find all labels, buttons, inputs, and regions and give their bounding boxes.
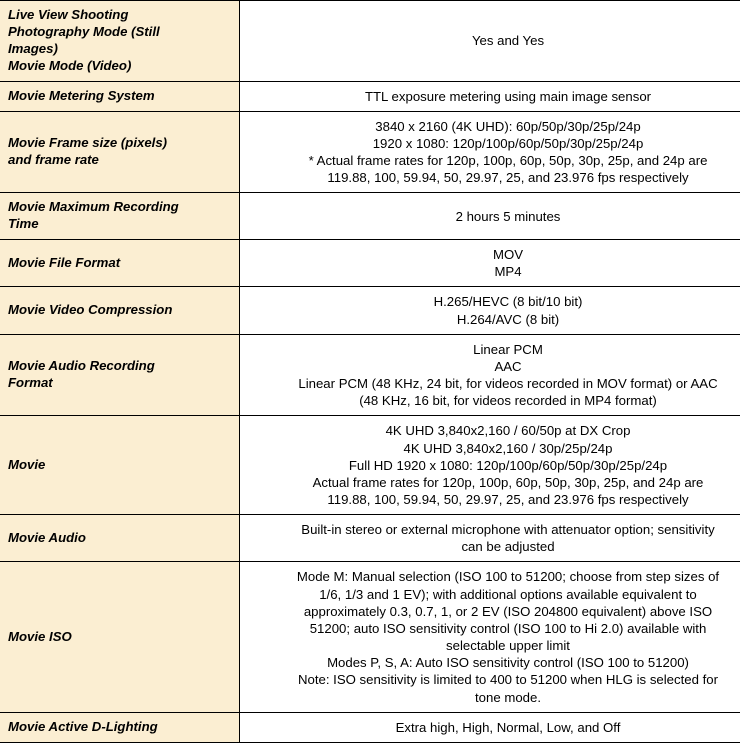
spec-value-line: 119.88, 100, 59.94, 50, 29.97, 25, and 23.976 fps respectively [327, 170, 689, 186]
spec-value-line: can be adjusted [461, 539, 555, 555]
table-row [0, 712, 740, 742]
spec-value-line: Linear PCM (48 KHz, 24 bit, for videos recorded in MOV format) or AAC [298, 376, 718, 392]
spec-value-line: Note: ISO sensitivity is limited to 400 to 51200 when HLG is selected for [297, 672, 718, 688]
spec-label-line: Images) [8, 40, 58, 56]
spec-value-line: 51200; auto ISO sensitivity control (ISO 100 to Hi 2.0) available with [309, 620, 707, 636]
spec-label-line: Movie ISO [8, 628, 72, 644]
spec-label-cell [0, 515, 240, 562]
spec-label-line: Movie Audio [8, 529, 86, 545]
spec-label-cell [0, 193, 240, 240]
spec-label-line: and frame rate [8, 152, 99, 168]
spec-label-line: Time [8, 216, 39, 232]
spec-label-line: Movie Audio Recording [8, 358, 155, 374]
table-row [0, 334, 740, 416]
spec-value-line: Modes P, S, A: Auto ISO sensitivity control (ISO 100 to 51200) [327, 655, 689, 671]
spec-value-line: AAC [494, 358, 522, 374]
spec-value-cell [240, 240, 740, 287]
spec-label-line: Movie Mode (Video) [8, 57, 132, 73]
spec-value-line: 4K UHD 3,840x2,160 / 30p/25p/24p [403, 440, 613, 456]
spec-value-line: Mode M: Manual selection (ISO 100 to 51200; choose from step sizes of [296, 569, 720, 585]
spec-value-line: 119.88, 100, 59.94, 50, 29.97, 25, and 23.976 fps respectively [327, 492, 689, 507]
table-row [0, 287, 740, 334]
table-row [0, 1, 740, 82]
spec-label-cell [0, 81, 240, 111]
spec-value-cell [240, 111, 740, 193]
spec-value-line: Actual frame rates for 120p, 100p, 60p, 50p, 30p, 25p, and 24p are [312, 474, 704, 490]
table-row [0, 416, 740, 515]
spec-label-cell [0, 287, 240, 334]
spec-value-cell [240, 334, 740, 416]
spec-label-cell [0, 712, 240, 742]
spec-value-line: TTL exposure metering using main image sensor [364, 88, 652, 104]
spec-label-line: Movie Active D-Lighting [8, 718, 158, 734]
spec-value-cell [240, 416, 740, 515]
spec-label-cell [0, 240, 240, 287]
spec-value-cell [240, 1, 740, 82]
spec-value-line: Extra high, High, Normal, Low, and Off [395, 719, 621, 735]
spec-value-line: approximately 0.3, 0.7, 1, or 2 EV (ISO 204800 equivalent) above ISO [303, 603, 713, 619]
spec-value-line: * Actual frame rates for 120p, 100p, 60p, 50p, 30p, 25p, and 24p are [308, 153, 708, 169]
spec-value-cell [240, 562, 740, 712]
specification-table-body [0, 1, 740, 743]
table-row [0, 111, 740, 193]
table-row [0, 515, 740, 562]
table-row [0, 240, 740, 287]
spec-value-cell [240, 287, 740, 334]
spec-value-line: 2 hours 5 minutes [455, 208, 561, 224]
spec-value-line: selectable upper limit [446, 638, 570, 654]
spec-value-line: 1920 x 1080: 120p/100p/60p/50p/30p/25p/24p [372, 135, 644, 151]
spec-value-line: MP4 [494, 264, 522, 280]
spec-label-cell [0, 562, 240, 712]
spec-label-cell [0, 111, 240, 193]
spec-value-line: 1/6, 1/3 and 1 EV); with additional options available equivalent to [319, 586, 697, 602]
spec-label-line: Movie Frame size (pixels) [8, 135, 168, 151]
spec-value-line: 4K UHD 3,840x2,160 / 60/50p at DX Crop [385, 423, 631, 439]
spec-label-line: Movie Video Compression [8, 302, 173, 318]
table-row [0, 193, 740, 240]
spec-value-cell [240, 81, 740, 111]
spec-label-line: Movie Metering System [8, 87, 155, 103]
spec-label-line: Movie File Format [8, 254, 121, 270]
table-row [0, 81, 740, 111]
spec-value-line: (48 KHz, 16 bit, for videos recorded in MP4 format) [359, 393, 657, 409]
spec-value-line: Full HD 1920 x 1080: 120p/100p/60p/50p/30p/25p/24p [348, 457, 668, 473]
spec-value-line: H.264/AVC (8 bit) [456, 311, 560, 327]
spec-label-line: Live View Shooting [8, 7, 129, 22]
spec-label-line: Format [8, 375, 53, 391]
spec-label-line: Movie Maximum Recording [8, 199, 179, 215]
spec-label-line: Movie [8, 456, 46, 472]
spec-value-line: Linear PCM [473, 341, 543, 357]
spec-value-line: H.265/HEVC (8 bit/10 bit) [433, 294, 583, 310]
spec-value-cell [240, 193, 740, 240]
spec-label-cell [0, 1, 240, 82]
spec-value-cell [240, 515, 740, 562]
spec-value-line: tone mode. [475, 689, 541, 705]
spec-label-cell [0, 416, 240, 515]
table-row [0, 562, 740, 712]
spec-value-cell [240, 712, 740, 742]
spec-value-line: MOV [492, 247, 524, 263]
spec-value-line: Built-in stereo or external microphone with attenuator option; sensitivity [301, 522, 715, 538]
spec-value-line: Yes and Yes [471, 33, 545, 49]
spec-label-line: Photography Mode (Still [8, 23, 160, 39]
spec-value-line: 3840 x 2160 (4K UHD): 60p/50p/30p/25p/24p [375, 118, 641, 134]
spec-label-cell [0, 334, 240, 416]
